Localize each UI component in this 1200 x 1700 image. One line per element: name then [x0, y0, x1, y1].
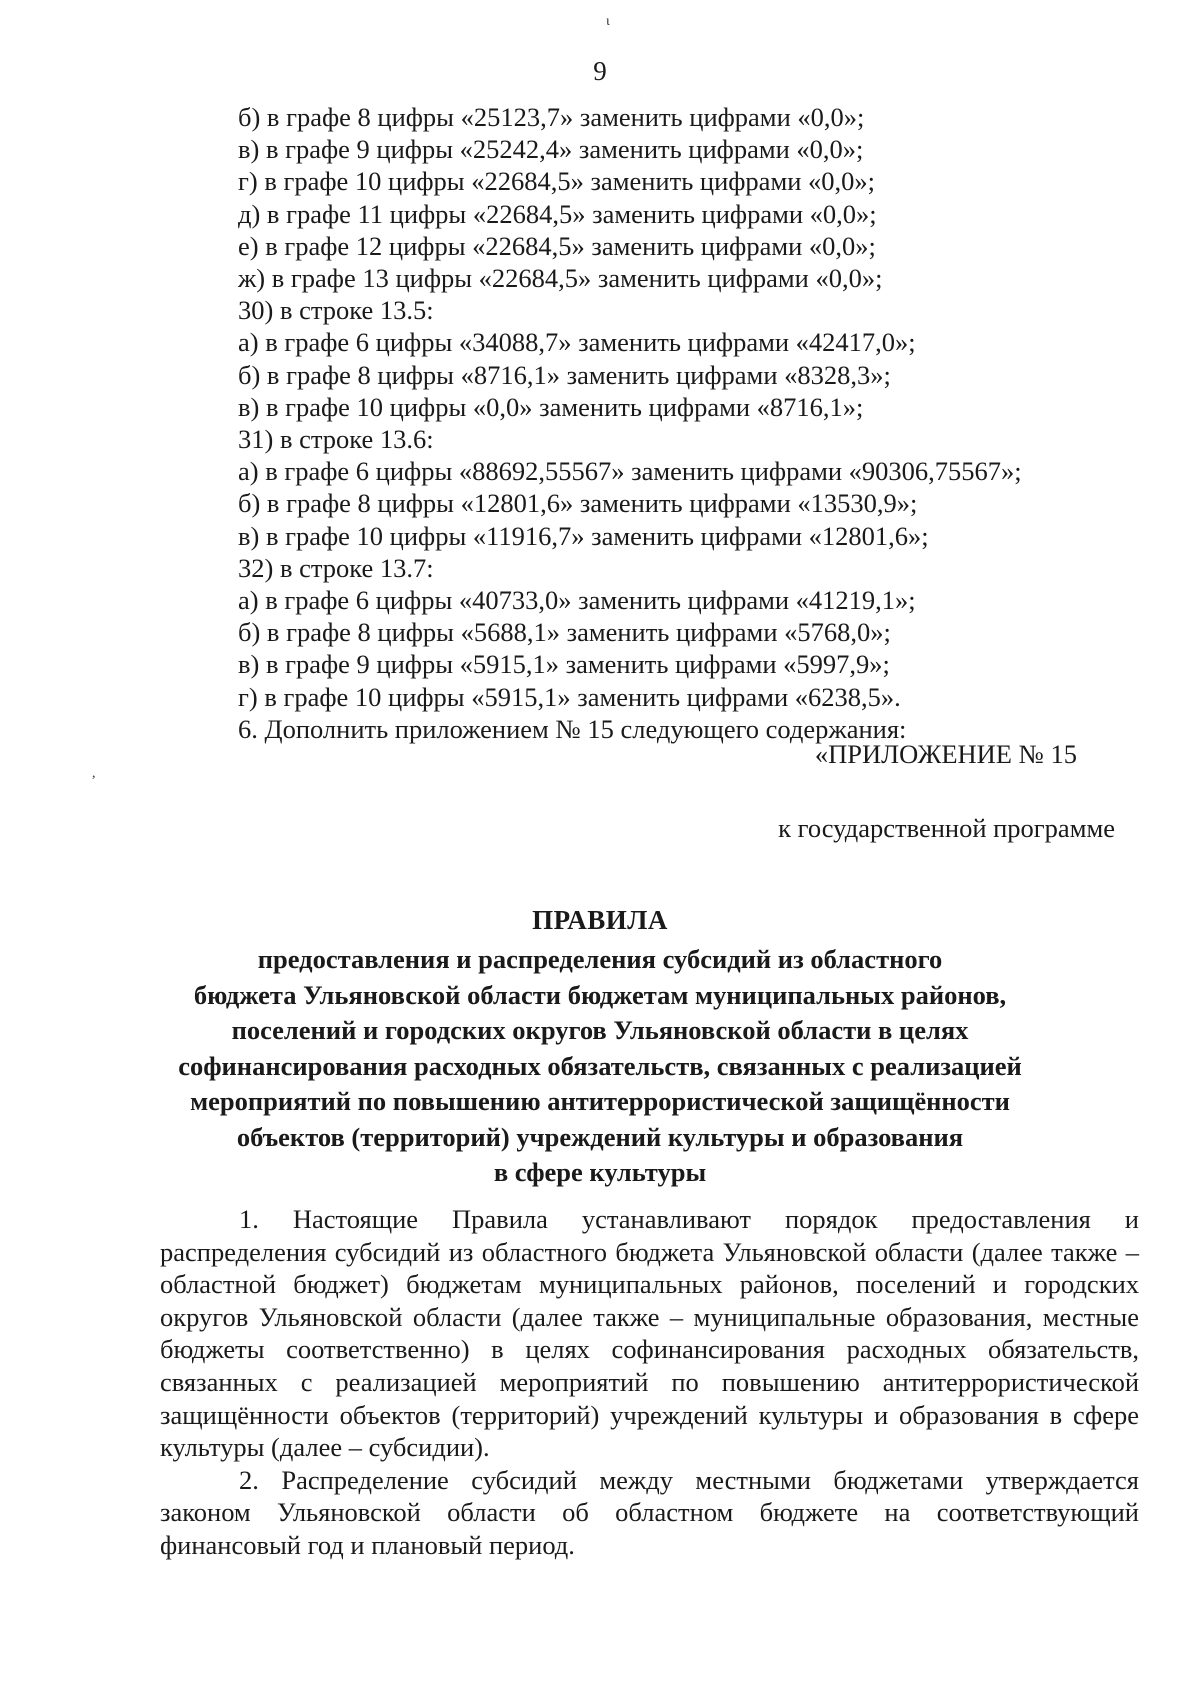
subheading-line: поселений и городских округов Ульяновской области в целях [231, 1015, 969, 1045]
rules-paragraph: 1. Настоящие Правила устанавливают порядок предоставления и распределения субсидий из областного бюджета Ульяновской области (далее также – областной бюджет) бюджетам муниципальных районов, поселений и городских округов Ульяновской области (далее также – муниципальные образования, местные бюджеты соответственно) в целях софинансирования расходных обязательств, связанных с реализацией мероприятий по повышению антитеррористической защищённости объектов (территорий) учреждений культуры и образования в сфере культуры (далее – субсидии). [160, 1204, 1139, 1463]
rules-subheading [160, 942, 1040, 1191]
rules-paragraph: 2. Распределение субсидий между местными бюджетами утверждается законом Ульяновской области об областном бюджете на соответствующий финансовый год и плановый период. [160, 1464, 1139, 1560]
amendment-line: 6. Дополнить приложением № 15 следующего содержания: [238, 713, 907, 744]
amendment-line: е) в графе 12 цифры «22684,5» заменить цифрами «0,0»; [238, 230, 876, 261]
appendix-title: «ПРИЛОЖЕНИЕ № 15 [814, 739, 1077, 769]
rules-heading: ПРАВИЛА [532, 905, 668, 935]
scan-artifact-mark: ι [606, 14, 610, 29]
subheading-line: бюджета Ульяновской области бюджетам муниципальных районов, [193, 979, 1007, 1010]
amendment-line: б) в графе 8 цифры «5688,1» заменить цифрами «5768,0»; [238, 617, 891, 648]
amendment-line: 30) в строке 13.5: [238, 295, 434, 326]
amendment-list [238, 101, 1138, 745]
subheading-line: объектов (территорий) учреждений культуры и образования [236, 1121, 964, 1152]
amendment-line: в) в графе 9 цифры «25242,4» заменить цифрами «0,0»; [238, 134, 864, 165]
scan-artifact-mark: , [92, 766, 96, 781]
amendment-line: в) в графе 10 цифры «0,0» заменить цифрами «8716,1»; [238, 391, 864, 422]
subheading-line: предоставления и распределения субсидий из областного [257, 944, 943, 974]
amendment-line: а) в графе 6 цифры «40733,0» заменить цифрами «41219,1»; [238, 585, 916, 616]
amendment-line: 32) в строке 13.7: [238, 552, 434, 583]
subheading-line: мероприятий по повышению антитеррористической защищённости [190, 1086, 1010, 1116]
amendment-line: г) в графе 10 цифры «5915,1» заменить цифрами «6238,5». [238, 681, 901, 712]
amendment-line: б) в графе 8 цифры «8716,1» заменить цифрами «8328,3»; [238, 359, 891, 390]
amendment-line: а) в графе 6 цифры «88692,55567» заменить цифрами «90306,75567»; [238, 456, 1022, 487]
amendment-line: д) в графе 11 цифры «22684,5» заменить цифрами «0,0»; [238, 198, 877, 229]
amendment-line: б) в графе 8 цифры «12801,6» заменить цифрами «13530,9»; [238, 488, 918, 519]
amendment-line: в) в графе 10 цифры «11916,7» заменить цифрами «12801,6»; [238, 520, 929, 551]
amendment-line: ж) в графе 13 цифры «22684,5» заменить цифрами «0,0»; [238, 263, 883, 294]
subheading-line: в сфере культуры [493, 1157, 707, 1187]
amendment-line: 31) в строке 13.6: [238, 424, 434, 455]
appendix-subtitle: к государственной программе [778, 813, 1115, 843]
subheading-line: софинансирования расходных обязательств, связанных с реализацией [178, 1050, 1022, 1081]
page-number: 9 [593, 56, 607, 86]
amendment-line: г) в графе 10 цифры «22684,5» заменить цифрами «0,0»; [238, 166, 876, 197]
amendment-line: б) в графе 8 цифры «25123,7» заменить цифрами «0,0»; [238, 102, 865, 132]
rules-body [160, 1203, 1139, 1562]
amendment-line: а) в графе 6 цифры «34088,7» заменить цифрами «42417,0»; [238, 327, 916, 358]
amendment-line: в) в графе 9 цифры «5915,1» заменить цифрами «5997,9»; [238, 649, 890, 680]
